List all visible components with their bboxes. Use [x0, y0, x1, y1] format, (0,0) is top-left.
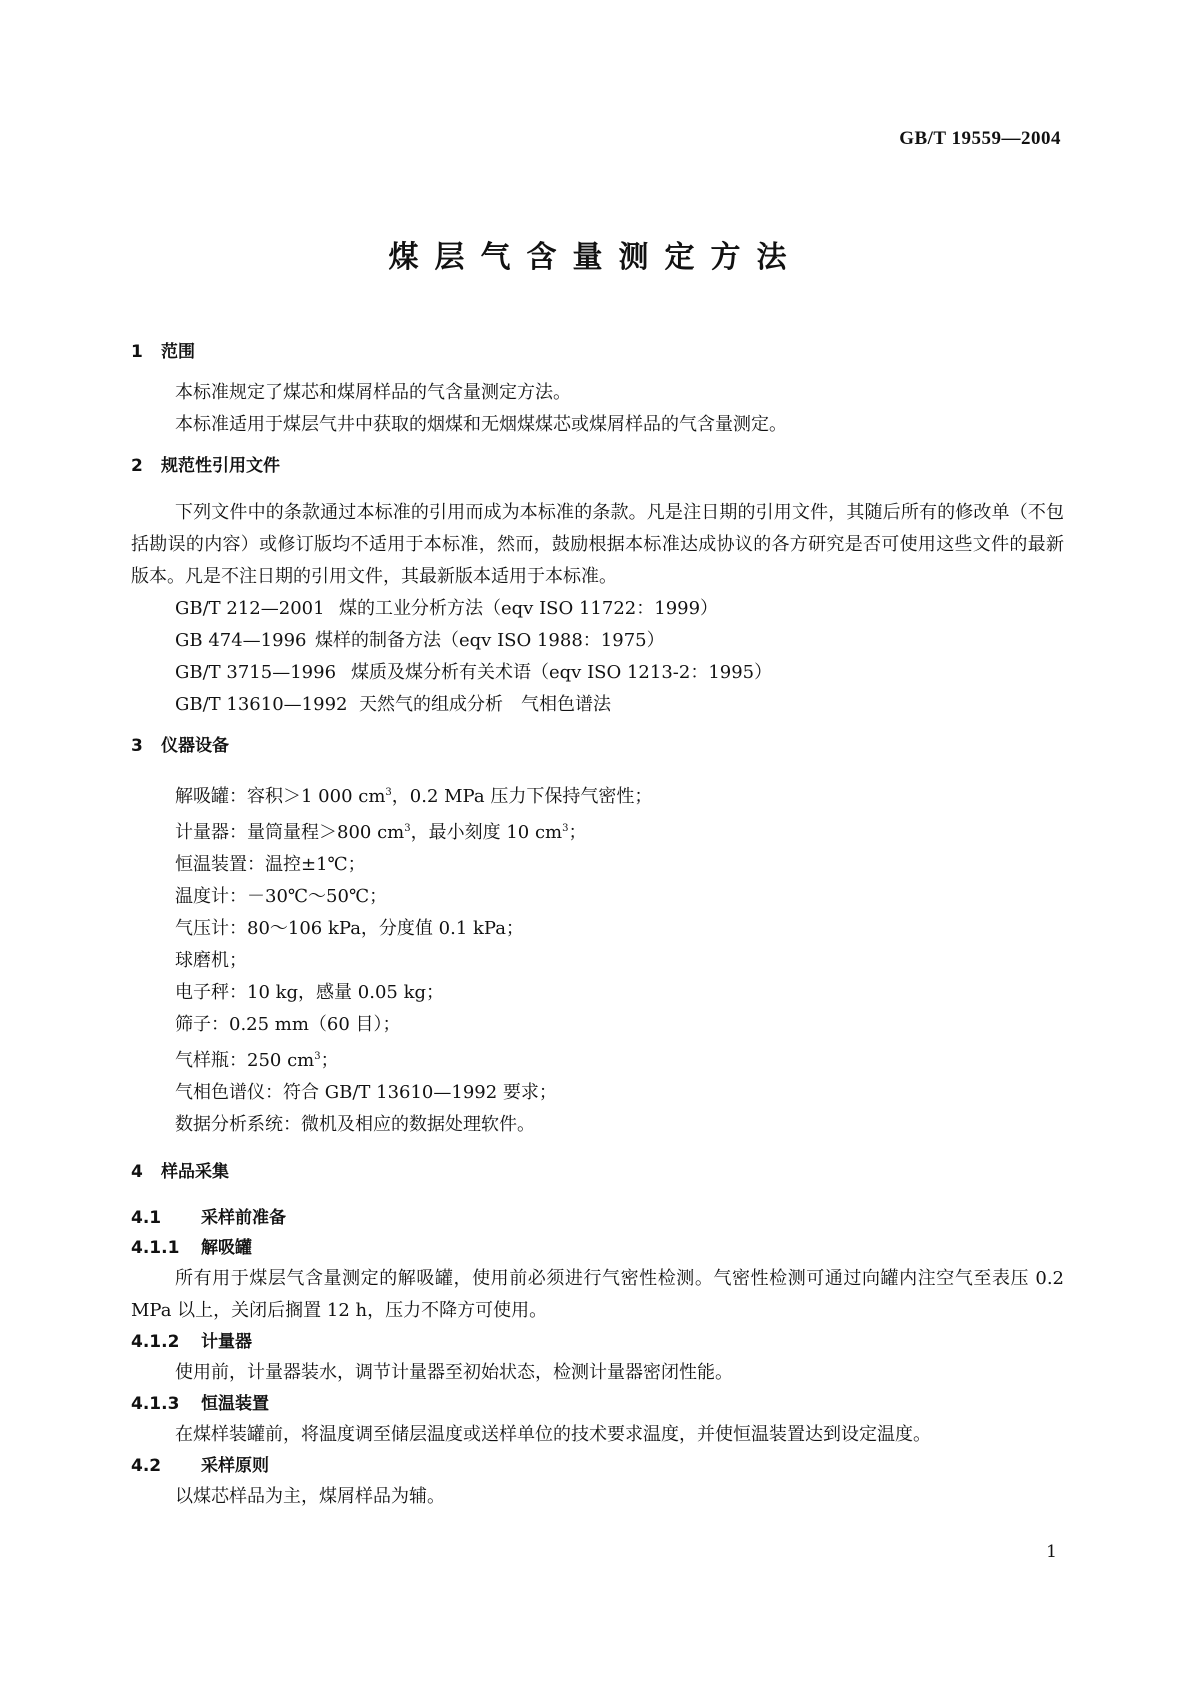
subsection-4-2-heading	[131, 1451, 1064, 1481]
subsection-number: 4.1.3	[131, 1394, 180, 1414]
reference-item	[131, 657, 1064, 689]
equipment-item: 气相色谱仪：符合 GB/T 13610—1992 要求；	[175, 1082, 557, 1103]
section-1-heading	[131, 337, 1064, 367]
reference-item	[131, 593, 1064, 625]
section-number: 3	[131, 736, 143, 756]
equipment-item: 温度计：－30℃～50℃；	[175, 886, 388, 907]
reference-code: GB/T 212—2001	[175, 598, 325, 619]
item-text: ；	[320, 1050, 339, 1071]
superscript: 3	[314, 1051, 321, 1062]
superscript: 3	[404, 823, 411, 834]
reference-title: 煤样的制备方法（eqv ISO 1988：1975）	[315, 630, 665, 651]
equipment-item	[131, 777, 1064, 813]
item-text: 解吸罐：容积＞1 000 cm	[175, 786, 386, 807]
reference-title: 天然气的组成分析 气相色谱法	[359, 694, 611, 715]
section-4-heading	[131, 1157, 1064, 1187]
item-text: ，0.2 MPa 压力下保持气密性；	[391, 786, 653, 807]
equipment-item	[131, 1041, 1064, 1077]
reference-code: GB/T 3715—1996	[175, 662, 337, 683]
subsection-title: 计量器	[201, 1332, 252, 1352]
subsection-number: 4.1.1	[131, 1238, 180, 1258]
paragraph: 本标准适用于煤层气井中获取的烟煤和无烟煤煤芯或煤屑样品的气含量测定。	[175, 414, 787, 435]
section-2-heading	[131, 451, 1064, 481]
reference-code: GB 474—1996	[175, 630, 307, 651]
section-title: 仪器设备	[161, 736, 229, 756]
section-title: 样品采集	[161, 1162, 229, 1182]
page-number: 1	[1046, 1542, 1057, 1562]
paragraph: 在煤样装罐前，将温度调至储层温度或送样单位的技术要求温度，并使恒温装置达到设定温度。	[175, 1424, 931, 1445]
equipment-item	[131, 813, 1064, 849]
item-text: 气样瓶：250 cm	[175, 1050, 315, 1071]
item-text: ，最小刻度 10 cm	[410, 822, 563, 843]
subsection-number: 4.2	[131, 1456, 162, 1476]
reference-item	[131, 625, 1064, 657]
paragraph: 使用前，计量器装水，调节计量器至初始状态，检测计量器密闭性能。	[175, 1362, 733, 1383]
reference-title: 煤的工业分析方法（eqv ISO 11722：1999）	[339, 598, 719, 619]
subsection-4-1-3-heading	[131, 1389, 1064, 1419]
subsection-4-1-1-heading	[131, 1233, 1064, 1263]
equipment-item: 筛子：0.25 mm（60 目）；	[175, 1014, 401, 1035]
equipment-item: 球磨机；	[175, 950, 247, 971]
item-text: 计量器：量筒量程＞800 cm	[175, 822, 405, 843]
paragraph: 以煤芯样品为主，煤屑样品为辅。	[175, 1486, 445, 1507]
document-title: 煤层气含量测定方法	[388, 240, 803, 275]
document-body	[131, 337, 1064, 1513]
paragraph: 下列文件中的条款通过本标准的引用而成为本标准的条款。凡是注日期的引用文件，其随后所有的修改单（不包括勘误的内容）或修订版均不适用于本标准，然而，鼓励根据本标准达成协议的各方研究是否可使用这些文件的最新版本。凡是不注日期的引用文件，其最新版本适用于本标准。	[131, 502, 1064, 587]
subsection-number: 4.1.2	[131, 1332, 180, 1352]
reference-item	[131, 689, 1064, 721]
reference-title: 煤质及煤分析有关术语（eqv ISO 1213-2：1995）	[351, 662, 773, 683]
equipment-item: 电子秤：10 kg，感量 0.05 kg；	[175, 982, 445, 1003]
subsection-title: 解吸罐	[201, 1238, 252, 1258]
reference-code: GB/T 13610—1992	[175, 694, 348, 715]
subsection-4-1-2-heading	[131, 1327, 1064, 1357]
paragraph: 所有用于煤层气含量测定的解吸罐，使用前必须进行气密性检测。气密性检测可通过向罐内注空气至表压 0.2 MPa 以上，关闭后搁置 12 h，压力不降方可使用。	[131, 1268, 1064, 1321]
subsection-number: 4.1	[131, 1208, 162, 1228]
paragraph: 本标准规定了煤芯和煤屑样品的气含量测定方法。	[175, 382, 571, 403]
section-title: 规范性引用文件	[161, 456, 280, 476]
section-number: 4	[131, 1162, 143, 1182]
section-number: 1	[131, 342, 143, 362]
equipment-item: 恒温装置：温控±1℃；	[175, 854, 366, 875]
subsection-title: 采样前准备	[201, 1208, 286, 1228]
equipment-item: 数据分析系统：微机及相应的数据处理软件。	[175, 1114, 535, 1135]
section-number: 2	[131, 456, 143, 476]
subsection-4-1-heading	[131, 1203, 1064, 1233]
superscript: 3	[562, 823, 569, 834]
section-title: 范围	[161, 342, 195, 362]
subsection-title: 恒温装置	[201, 1394, 269, 1414]
standard-code: GB/T 19559—2004	[899, 128, 1061, 149]
section-3-heading	[131, 731, 1064, 761]
item-text: ；	[568, 822, 587, 843]
superscript: 3	[385, 787, 392, 798]
subsection-title: 采样原则	[201, 1456, 269, 1476]
equipment-item: 气压计：80～106 kPa，分度值 0.1 kPa；	[175, 918, 524, 939]
